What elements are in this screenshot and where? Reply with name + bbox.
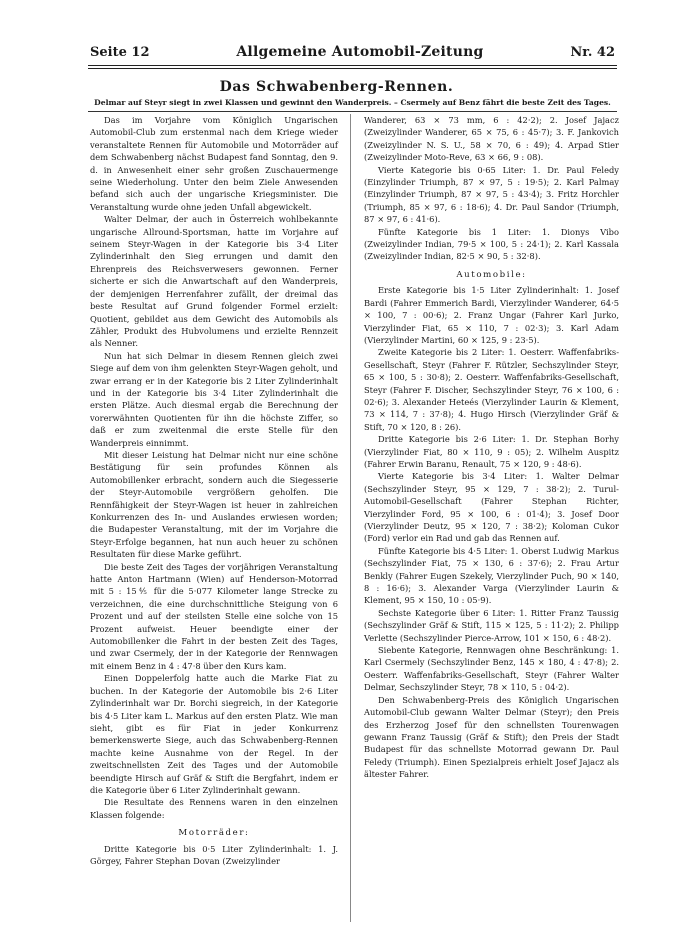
section-heading-automobiles: Automobile:: [456, 269, 527, 280]
paragraph: Vierte Kategorie bis 3·4 Liter: 1. Walter Delmar (Sechszylinder Steyr, 95 × 129, 7 : 38·2); 2. Turul-Automobil-Gesellschaft (Fahrer Stephan Richter, Vierzylinder Ford, 95 × 100, 6 : 01·4); 3. Josef Door (Vierzylinder Deutz, 95 × 120, 7 : 38·2); Koloman Cukor (Ford) verlor ein Rad und gab das Rennen auf.: [364, 471, 619, 544]
journal-title: Allgemeine Automobil-Zeitung: [236, 44, 484, 60]
subtitle-rule: [88, 111, 617, 112]
paragraph: Einen Doppelerfolg hatte auch die Marke Fiat zu buchen. In der Kategorie der Automobile bis 2·6 Liter Zylinderinhalt war Dr. Borchi siegreich, in der Kategorie bis 4·5 Liter kam L. Markus auf den ersten Platz. Wie man sieht, gibt es für Fiat in jeder Konkurrenz bemerkenswerte Siege, auch das Schwabenberg-Rennen machte keine Ausnahme von der Regel. In der zweitschnellsten Zeit des Tages und der Automobile beendigte Hirsch auf Gräf & Stift die Bergfahrt, indem er die Kategorie über 6 Liter Zylinderinhalt gewann.: [90, 673, 338, 795]
paragraph: Zweite Kategorie bis 2 Liter: 1. Oesterr. Waffenfabriks-Gesellschaft, Steyr (Fahrer F. Rützler, Sechszylinder Steyr, 65 × 100, 5 : 30·8); 2. Oesterr. Waffenfabriks-Gesellschaft, Steyr (Fahrer F. Discher, Sechszylinder Steyr, 76 × 100, 6 : 02·6); 3. Alexander Heteés (Vierzylinder Laurin & Klement, 73 × 114, 7 : 37·8); 4. Hugo Hirsch (Vierzylinder Gräf & Stift, 70 × 120, 8 : 26).: [364, 347, 619, 432]
paragraph: Die Resultate des Rennens waren in den einzelnen Klassen folgende:: [90, 797, 338, 820]
paragraph: Mit dieser Leistung hat Delmar nicht nur eine schöne Bestätigung für sein profundes Können als Automobillenker erbracht, sondern auch die Siegesserie der Steyr-Automobile vergrößern geholfen. Die Rennfähigkeit der Steyr-Wagen ist heuer in zahlreichen Konkurrenzen des In- und Auslandes erwiesen worden; die Budapester Veranstaltung, mit der im Vorjahre die Steyr-Erfolge begannen, hat nun auch heuer zu schönen Resultaten für diese Marke geführt.: [90, 449, 338, 560]
paragraph: Siebente Kategorie, Rennwagen ohne Beschränkung: 1. Karl Csermely (Sechszylinder Benz, 145 × 180, 4 : 47·8); 2. Oesterr. Waffenfabriks-Gesellschaft, Steyr (Fahrer Walter Delmar, Sechszylinder Steyr, 78 × 110, 5 : 04·2).: [364, 645, 619, 693]
header-rule: [88, 65, 617, 66]
left-column: [90, 114, 338, 867]
page-number: Seite 12: [90, 45, 150, 60]
paragraph: Den Schwabenberg-Preis des Königlich Ungarischen Automobil-Club gewann Walter Delmar (Steyr); den Preis des Erzherzog Josef für den schnellsten Tourenwagen gewann Franz Taussig (Gräf & Stift); den Preis der Stadt Budapest für das schnellste Motorrad gewann Dr. Paul Feledy (Triumph). Einen Spezialpreis erhielt Josef Jajacz als ältester Fahrer.: [364, 694, 619, 780]
column-divider: [350, 114, 351, 922]
page-header: [90, 44, 615, 64]
paragraph: Wanderer, 63 × 73 mm, 6 : 42·2); 2. Josef Jajacz (Zweizylinder Wanderer, 65 × 75, 6 : 45·7); 3. F. Jankovich (Zweizylinder N. S. U., 58 × 70, 6 : 49); 4. Arpad Stier (Zweizylinder Moto-Reve, 63 × 66, 9 : 08).: [364, 115, 619, 163]
paragraph: Das im Vorjahre vom Königlich Ungarischen Automobil-Club zum erstenmal nach dem Kriege wieder veranstaltete Rennen für Automobile und Motorräder auf dem Schwabenberg nächst Budapest fand Sonntag, den 9. d. in Anwesenheit einer sehr großen Zuschauermenge seine Wiederholung. Unter den beim Ziele Anwesenden befand sich auch der ungarische Kriegsminister. Die Veranstaltung wurde ohne jeden Unfall abgewickelt.: [90, 115, 338, 212]
paragraph: Dritte Kategorie bis 2·6 Liter: 1. Dr. Stephan Borhy (Vierzylinder Fiat, 80 × 110, 9 : 05); 2. Wilhelm Auspitz (Fahrer Erwin Baranu, Renault, 75 × 120, 9 : 48·6).: [364, 434, 619, 469]
paragraph: Dritte Kategorie bis 0·5 Liter Zylinderinhalt: 1. J. Görgey, Fahrer Stephan Dovan (Zweizylinder: [90, 843, 338, 866]
paragraph: Sechste Kategorie über 6 Liter: 1. Ritter Franz Taussig (Sechszylinder Gräf & Stift, 115 × 125, 5 : 11·2); 2. Philipp Verlette (Sechszylinder Pierce-Arrow, 101 × 150, 6 : 48·2).: [364, 607, 619, 643]
paragraph: Fünfte Kategorie bis 1 Liter: 1. Dionys Vibo (Zweizylinder Indian, 79·5 × 100, 5 : 24·1); 2. Karl Kassala (Zweizylinder Indian, 82·5 × 90, 5 : 32·8).: [364, 226, 619, 262]
paragraph: Fünfte Kategorie bis 4·5 Liter: 1. Oberst Ludwig Markus (Sechszylinder Fiat, 75 × 130, 6 : 37·6); 2. Frau Artur Benkly (Fahrer Eugen Szekely, Vierzylinder Puch, 90 × 140, 8 : 16·6); 3. Alexander Varga (Vierzylinder Laurin & Klement, 95 × 150, 10 : 05·9).: [364, 545, 619, 606]
section-heading-motorcycles: Motorräder:: [178, 828, 250, 839]
header-rule-thin: [88, 68, 617, 69]
paragraph: Walter Delmar, der auch in Österreich wohlbekannte ungarische Allround-Sportsman, hatte im Vorjahre auf seinem Steyr-Wagen in der Kategorie bis 3·4 Liter Zylinderinhalt den Sieg errungen und damit den Ehrenpreis des Reichsverwesers gewonnen. Ferner sicherte er sich die Anwartschaft auf den Wanderpreis, der demjenigen Herrenfahrer zufällt, der dreimal das beste Resultat auf Grund folgender Formel erzielt: Quotient, gebildet aus dem Gewicht des Automobils als Zähler, Produkt des Hubvolumens und erzielte Rennzeit als Nenner.: [90, 214, 338, 349]
paragraph: Nun hat sich Delmar in diesem Rennen gleich zwei Siege auf dem von ihm gelenkten Steyr-Wagen geholt, und zwar errang er in der Kategorie bis 2 Liter Zylinderinhalt und in der Kategorie bis 3·4 Liter Zylinderinhalt die ersten Plätze. Auch diesmal ergab die Berechnung der vorerwähnten Quotienten für ihn die höchste Ziffer, so daß er zum zweitenmal die erste Stelle für den Wanderpreis einnimmt.: [90, 350, 338, 448]
paragraph: Die beste Zeit des Tages der vorjährigen Veranstaltung hatte Anton Hartmann (Wien) auf Henderson-Motorrad mit 5 : 15⅘ für die 5·077 Kilometer lange Strecke zu verzeichnen, die eine durchschnittliche Steigung von 6 Prozent und auf der steilsten Stelle eine solche von 15 Prozent aufweist. Heuer beendigte einer der Automobillenker die Fahrt in der besten Zeit des Tages, und zwar Csermely, der in der Kategorie der Rennwagen mit einem Benz in 4 : 47·8 über den Kurs kam.: [90, 561, 338, 671]
paragraph: Vierte Kategorie bis 0·65 Liter: 1. Dr. Paul Feledy (Einzylinder Triumph, 87 × 97, 5 : 19·5); 2. Karl Palmay (Einzylinder Triumph, 87 × 97, 5 : 43·4); 3. Fritz Horchler (Triumph, 85 × 97, 6 : 18·6); 4. Dr. Paul Sandor (Triumph, 87 × 97, 6 : 41·6).: [364, 164, 619, 225]
paragraph: Erste Kategorie bis 1·5 Liter Zylinderinhalt: 1. Josef Bardi (Fahrer Emmerich Bardi, Vierzylinder Wanderer, 64·5 × 100, 7 : 00·6); 2. Franz Ungar (Fahrer Karl Jurko, Vierzylinder Fiat, 65 × 110, 7 : 02·3); 3. Karl Adam (Vierzylinder Martini, 60 × 125, 9 : 23·5).: [364, 285, 619, 345]
article-subtitle: Delmar auf Steyr siegt in zwei Klassen und gewinnt den Wanderpreis. – Csermely auf Benz fährt die beste Zeit des Tages.: [94, 98, 611, 107]
right-column: [364, 114, 619, 781]
issue-number: Nr. 42: [570, 45, 615, 60]
article-title: Das Schwabenberg-Rennen.: [219, 79, 454, 95]
